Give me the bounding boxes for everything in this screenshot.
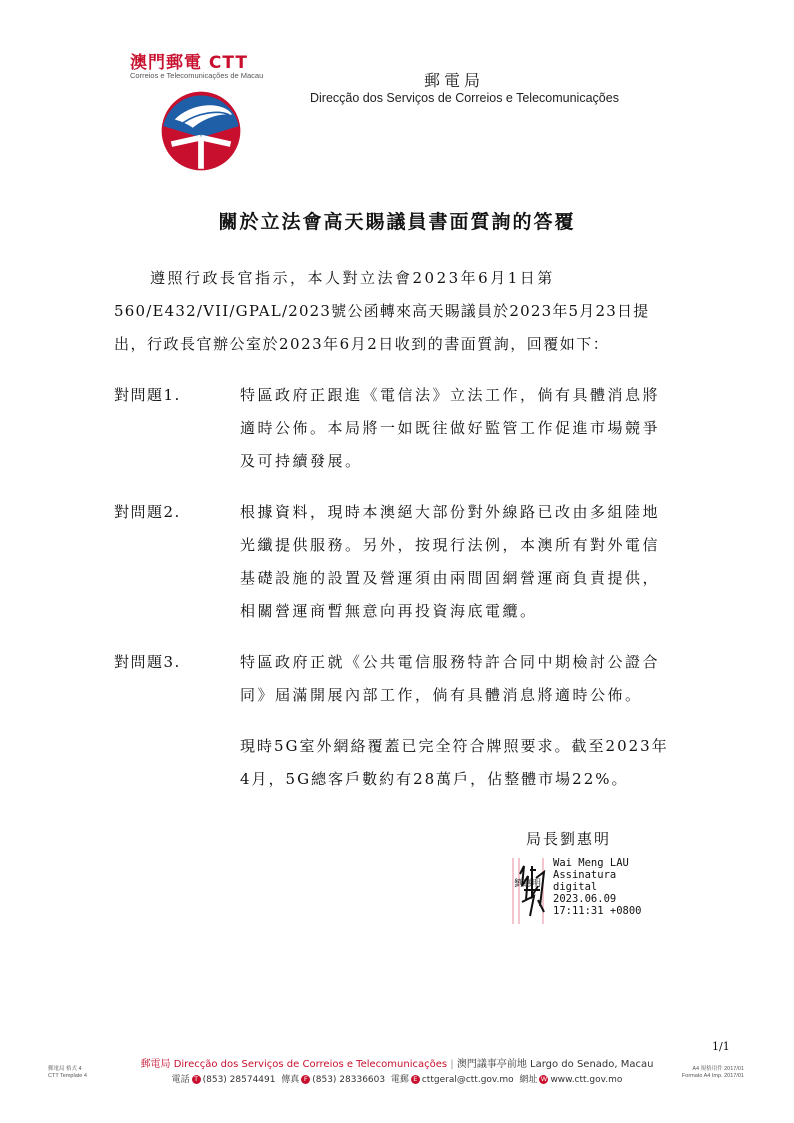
footer-location: 澳門議事亭前地 Largo do Senado, Macau — [456, 1059, 654, 1070]
answer-line: 現時5G室外網絡覆蓋已完全符合牌照要求。截至2023年 — [240, 737, 669, 755]
svg-text:劉惠明: 劉惠明 — [514, 879, 542, 889]
fax-label: 傳真 — [281, 1075, 300, 1085]
logo-brand-text: 澳門郵電 CTT — [130, 53, 248, 73]
department-name-cn: 郵電局 — [424, 71, 485, 90]
form-code-line: CTT Template 4 — [48, 1073, 87, 1079]
answer-line: 同》屆滿開展內部工作，倘有具體消息將適時公佈。 — [240, 686, 643, 704]
intro-line: 遵照行政長官指示，本人對立法會2023年6月1日第 — [150, 269, 555, 287]
form-code-line: A4 規格用件 2017/01 — [692, 1066, 744, 1072]
answer-label: 對問題3. — [114, 653, 181, 671]
page-number: 1/1 — [712, 1040, 730, 1053]
form-code-line: Formato A4 Imp. 2017/01 — [681, 1073, 744, 1079]
web-label: 網址 — [519, 1075, 538, 1085]
answer-line: 基礎設施的設置及營運須由兩間固網營運商負責提供， — [240, 569, 661, 587]
signature-line: digital — [553, 881, 598, 893]
logo-subtitle: Correios e Telecomunicações de Macau — [130, 71, 264, 80]
intro-line: 560/E432/VII/GPAL/2023號公函轉來高天賜議員於2023年5月23日提 — [114, 302, 650, 320]
phone-label: 電話 — [171, 1075, 190, 1085]
email-label: 電郵 — [390, 1075, 409, 1085]
footer-contacts — [0, 1072, 794, 1085]
email-icon: E — [411, 1075, 420, 1084]
phone-number: (853) 28574491 — [202, 1075, 276, 1085]
web-icon: W — [540, 1075, 548, 1083]
signature-line: Wai Meng LAU — [553, 857, 629, 869]
answer-label: 對問題2. — [114, 503, 181, 521]
ctt-logo-icon — [160, 90, 242, 172]
signature-line: Assinatura — [553, 869, 617, 881]
footer-address: 郵電局 Direcção dos Serviços de Correios e Telecomunicações | 澳門議事亭前地 Largo do Senado, Macau — [140, 1059, 654, 1070]
handwritten-signature-icon — [510, 856, 552, 926]
phone-icon: T — [192, 1075, 201, 1084]
fax-number: (853) 28336603 — [312, 1075, 386, 1085]
intro-line: 出，行政長官辦公室於2023年6月2日收到的書面質詢，回覆如下： — [114, 335, 610, 353]
answer-line: 適時公佈。本局將一如既往做好監管工作促進市場競爭 — [240, 419, 661, 437]
answer-line: 特區政府正跟進《電信法》立法工作，倘有具體消息將 — [240, 386, 661, 404]
signature-line: 17:11:31 +0800 — [553, 905, 642, 917]
form-code-line: 郵電局 格式 4 — [48, 1066, 82, 1072]
answer-line: 特區政府正就《公共電信服務特許合同中期檢討公證合 — [240, 653, 661, 671]
answer-label: 對問題1. — [114, 386, 181, 404]
website-link[interactable]: www.ctt.gov.mo — [550, 1075, 623, 1085]
footer-department: 郵電局 Direcção dos Serviços de Correios e Telecomunicações — [140, 1059, 448, 1070]
answer-line: 相關營運商暫無意向再投資海底電纜。 — [240, 602, 538, 620]
fax-icon: F — [301, 1075, 310, 1084]
digital-signature-details — [553, 857, 642, 917]
document-title: 關於立法會高天賜議員書面質詢的答覆 — [218, 211, 576, 233]
signature-line: 2023.06.09 — [553, 893, 617, 905]
email-link[interactable]: cttgeral@ctt.gov.mo — [421, 1075, 514, 1085]
answer-line: 及可持續發展。 — [240, 452, 363, 470]
answer-line: 光纖提供服務。另外，按現行法例，本澳所有對外電信 — [240, 536, 661, 554]
answer-line: 根據資料，現時本澳絕大部份對外線路已改由多組陸地 — [240, 503, 661, 521]
signatory-name: 局長劉惠明 — [526, 830, 612, 848]
department-name-pt: Direcção dos Serviços de Correios e Telecomunicações — [310, 91, 619, 105]
answer-line: 4月，5G總客戶數約有28萬戶，佔整體市場22%。 — [240, 770, 629, 788]
